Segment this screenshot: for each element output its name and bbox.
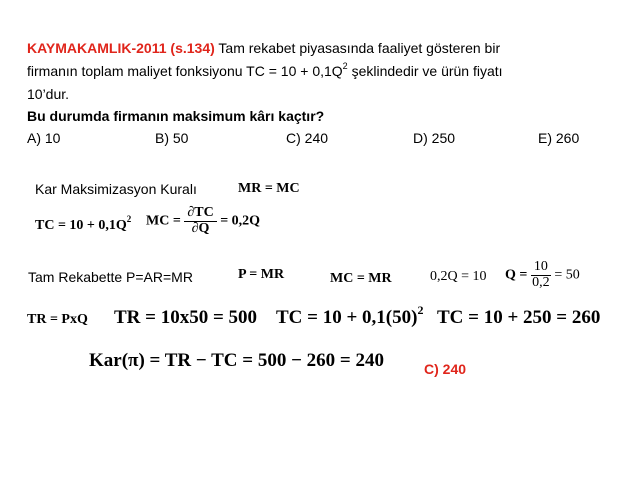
q-lhs: Q = xyxy=(505,267,528,283)
tc-calculation xyxy=(276,303,424,329)
rule-equation: MR = MC xyxy=(238,181,300,196)
tr-calculation: TR = 10x50 = 500 xyxy=(114,307,258,328)
option-c: C) 240 xyxy=(286,130,329,146)
mc-denominator: ∂Q xyxy=(191,220,210,236)
option-a: A) 10 xyxy=(27,130,61,146)
rule-label: Kar Maksimizasyon Kuralı xyxy=(35,181,197,197)
q-rhs: = 50 xyxy=(554,267,580,283)
question-line-2 xyxy=(27,63,503,79)
tr-definition: TR = PxQ xyxy=(27,312,88,327)
tc-function-exponent: 2 xyxy=(126,214,132,224)
tc-result: TC = 10 + 250 = 260 xyxy=(437,307,601,328)
question-text-3: 10’dur. xyxy=(27,86,70,102)
tc-function-text: TC = 10 + 0,1Q xyxy=(35,218,127,233)
mc-lhs: MC = xyxy=(146,213,181,229)
tc-function xyxy=(35,214,132,234)
mc-equals-mr: MC = MR xyxy=(330,271,392,286)
mc-derivative xyxy=(146,206,260,236)
option-e: E) 260 xyxy=(538,130,580,146)
mc-numerator: ∂TC xyxy=(184,206,216,222)
mc-rhs: = 0,2Q xyxy=(220,213,261,229)
answer: C) 240 xyxy=(424,361,467,377)
q-numerator: 10 xyxy=(531,260,551,276)
question-text-2b: şeklindedir ve ürün fiyatı xyxy=(351,63,503,79)
mc-fraction xyxy=(184,206,216,236)
price-equals-mr: P = MR xyxy=(238,267,285,282)
question-exponent: 2 xyxy=(342,61,348,71)
perfect-competition-label: Tam Rekabette P=AR=MR xyxy=(28,269,193,285)
question-source: KAYMAKAMLIK-2011 (s.134) xyxy=(27,40,215,56)
option-b: B) 50 xyxy=(155,130,189,146)
question-prompt: Bu durumda firmanın maksimum kârı kaçtır? xyxy=(27,108,325,124)
option-d: D) 250 xyxy=(413,130,456,146)
q-equation: 0,2Q = 10 xyxy=(430,269,487,284)
profit-equation: Kar(π) = TR − TC = 500 − 260 = 240 xyxy=(89,350,385,371)
q-solution xyxy=(505,260,580,290)
q-fraction xyxy=(531,260,551,290)
q-denominator: 0,2 xyxy=(532,274,550,290)
question-line-1 xyxy=(27,40,500,56)
question-text-2a: firmanın toplam maliyet fonksiyonu TC = 10 + 0,1Q xyxy=(27,63,343,79)
tc-calculation-text: TC = 10 + 0,1(50) xyxy=(276,307,418,328)
question-text-1: Tam rekabet piyasasında faaliyet gösteren bir xyxy=(218,40,501,56)
tc-calculation-exponent: 2 xyxy=(417,303,424,317)
